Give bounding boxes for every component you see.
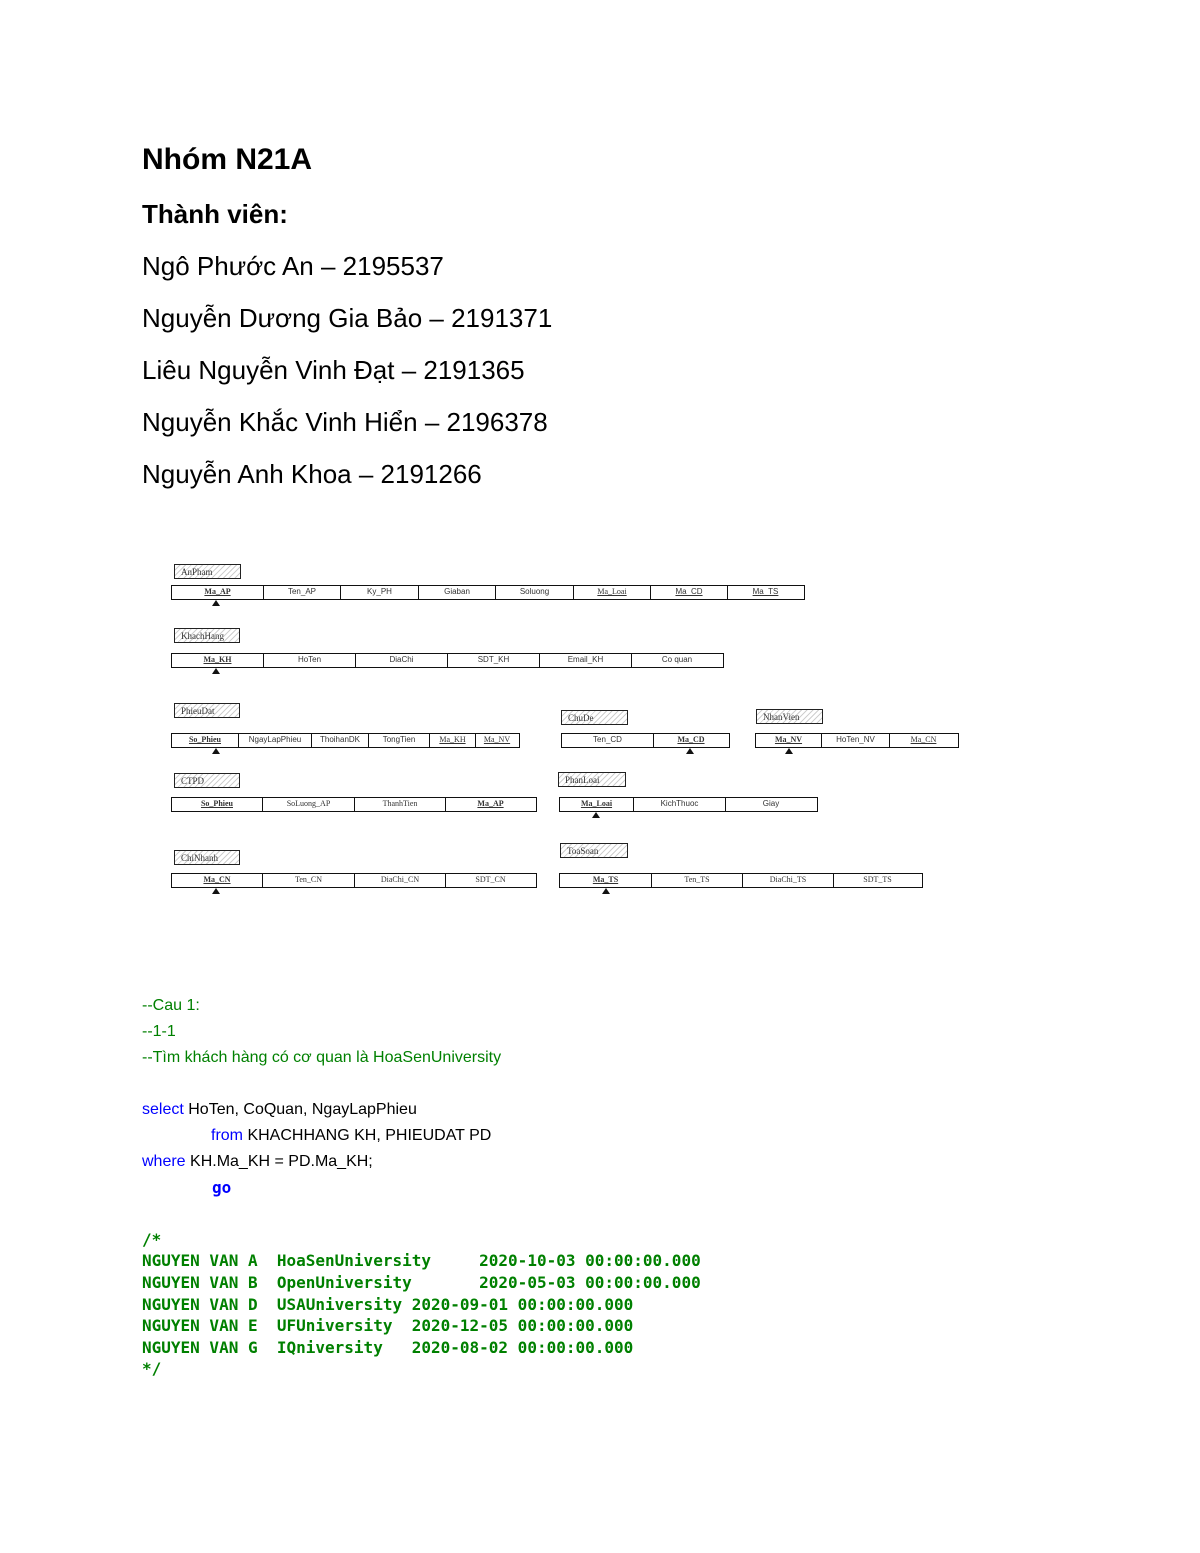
table-phanloai bbox=[559, 797, 818, 812]
code-line-where bbox=[142, 1152, 373, 1172]
pk-cell: Ma_KH bbox=[172, 654, 264, 667]
table-name-ctpd: CTPD bbox=[174, 773, 240, 788]
code-line-from bbox=[211, 1126, 491, 1146]
reference-arrow bbox=[785, 748, 793, 754]
fk-cell: Ma_Loai bbox=[574, 586, 651, 599]
column-cell: Email_KH bbox=[540, 654, 632, 667]
column-cell: SDT_CN bbox=[475, 875, 506, 884]
page-title: Nhóm N21A bbox=[142, 143, 313, 176]
member-item: Ngô Phước An – 2195537 bbox=[142, 251, 444, 281]
column-cell: KichThuoc bbox=[634, 798, 726, 811]
table-name-phieudat: PhieuDat bbox=[174, 703, 240, 718]
table-name-chude: ChuDe bbox=[561, 710, 628, 725]
code-comment: --1-1 bbox=[142, 1023, 176, 1040]
result-row: NGUYEN VAN D USAUniversity 2020-09-01 00:00:00.000 bbox=[142, 1295, 634, 1314]
column-cell: SoLuong_AP bbox=[263, 798, 355, 811]
pk-cell: Ma_AP bbox=[477, 799, 504, 808]
column-cell: DiaChi bbox=[356, 654, 448, 667]
members-heading: Thành viên: bbox=[142, 199, 288, 229]
reference-arrow bbox=[592, 812, 600, 818]
column-cell: TongTien bbox=[369, 734, 430, 747]
column-cell: SDT_KH bbox=[448, 654, 540, 667]
code-comment: --Tìm khách hàng có cơ quan là HoaSenUniversity bbox=[142, 1049, 502, 1066]
column-cell: Soluong bbox=[496, 586, 574, 599]
code-text: KH.Ma_KH = PD.Ma_KH; bbox=[185, 1153, 373, 1170]
block-comment-close: */ bbox=[142, 1359, 162, 1378]
column-cell: Giaban bbox=[419, 586, 496, 599]
member-item: Nguyễn Khắc Vinh Hiển – 2196378 bbox=[142, 407, 548, 437]
result-row: NGUYEN VAN G IQniversity 2020-08-02 00:00:00.000 bbox=[142, 1338, 634, 1357]
fk-cell: Ma_KH bbox=[430, 734, 476, 747]
member-item: Liêu Nguyễn Vinh Đạt – 2191365 bbox=[142, 355, 525, 385]
pk-cell: Ma_NV bbox=[756, 734, 822, 747]
table-name-chinhanh: ChiNhanh bbox=[174, 850, 240, 865]
column-cell: ThoihanDK bbox=[312, 734, 369, 747]
column-cell: Ten_AP bbox=[264, 586, 341, 599]
code-text: KHACHHANG KH, PHIEUDAT PD bbox=[243, 1127, 492, 1144]
reference-arrow bbox=[212, 600, 220, 606]
table-name-toasoan: ToaSoan bbox=[560, 843, 628, 858]
column-cell: Co quan bbox=[661, 655, 693, 664]
pk-cell: So_Phieu bbox=[172, 798, 263, 811]
column-cell: HoTen bbox=[264, 654, 356, 667]
code-line-go bbox=[212, 1178, 231, 1198]
reference-arrow bbox=[212, 668, 220, 674]
member-item: Nguyễn Anh Khoa – 2191266 bbox=[142, 459, 482, 489]
code-comment: --Cau 1: bbox=[142, 997, 200, 1014]
table-ctpd bbox=[171, 797, 537, 812]
table-name-nhanvien: NhanVien bbox=[756, 709, 823, 724]
table-khachhang bbox=[171, 653, 724, 668]
column-cell: Ten_CN bbox=[263, 874, 355, 887]
column-cell: Giay bbox=[762, 799, 780, 808]
reference-arrow bbox=[212, 888, 220, 894]
table-phieudat bbox=[171, 733, 520, 748]
column-cell: ThanhTien bbox=[355, 798, 446, 811]
fk-cell: Ma_NV bbox=[483, 735, 511, 744]
member-item: Nguyễn Dương Gia Bảo – 2191371 bbox=[142, 303, 553, 333]
table-nhanvien bbox=[755, 733, 959, 748]
sql-keyword: select bbox=[142, 1101, 184, 1118]
reference-arrow bbox=[686, 748, 694, 754]
table-name-khachhang: KhachHang bbox=[174, 628, 240, 643]
result-row: NGUYEN VAN A HoaSenUniversity 2020-10-03 00:00:00.000 bbox=[142, 1251, 701, 1270]
pk-cell: So_Phieu bbox=[172, 734, 239, 747]
column-cell: HoTen_NV bbox=[822, 734, 890, 747]
reference-arrow bbox=[602, 888, 610, 894]
column-cell: Ky_PH bbox=[341, 586, 419, 599]
table-toasoan bbox=[559, 873, 923, 888]
pk-cell: Ma_CN bbox=[172, 874, 263, 887]
code-text: HoTen, CoQuan, NgayLapPhieu bbox=[183, 1101, 417, 1118]
table-chude bbox=[561, 733, 730, 748]
fk-cell: Ma_CD bbox=[651, 586, 728, 599]
block-comment-open: /* bbox=[142, 1230, 162, 1249]
column-cell: DiaChi_TS bbox=[743, 874, 834, 887]
result-row: NGUYEN VAN B OpenUniversity 2020-05-03 00:00:00.000 bbox=[142, 1273, 701, 1292]
table-name-anpham: AnPham bbox=[174, 564, 241, 579]
column-cell: DiaChi_CN bbox=[355, 874, 446, 887]
sql-keyword: go bbox=[212, 1178, 232, 1197]
result-row: NGUYEN VAN E UFUniversity 2020-12-05 00:00:00.000 bbox=[142, 1316, 634, 1335]
fk-cell: Ma_CN bbox=[910, 735, 937, 744]
pk-cell: Ma_AP bbox=[172, 586, 264, 599]
table-name-phanloai: PhanLoai bbox=[558, 772, 626, 787]
sql-keyword: where bbox=[142, 1153, 186, 1170]
code-line-select bbox=[142, 1100, 417, 1120]
reference-arrow bbox=[212, 748, 220, 754]
pk-cell: Ma_Loai bbox=[560, 798, 634, 811]
table-chinhanh bbox=[171, 873, 537, 888]
column-cell: Ten_TS bbox=[652, 874, 743, 887]
pk-cell: Ma_TS bbox=[560, 874, 652, 887]
pk-cell: Ma_CD bbox=[677, 735, 705, 744]
column-cell: SDT_TS bbox=[863, 875, 892, 884]
column-cell: NgayLapPhieu bbox=[239, 734, 312, 747]
sql-keyword: from bbox=[211, 1127, 243, 1144]
table-anpham bbox=[171, 585, 805, 600]
fk-cell: Ma_TS bbox=[752, 587, 779, 596]
column-cell: Ten_CD bbox=[562, 734, 654, 747]
